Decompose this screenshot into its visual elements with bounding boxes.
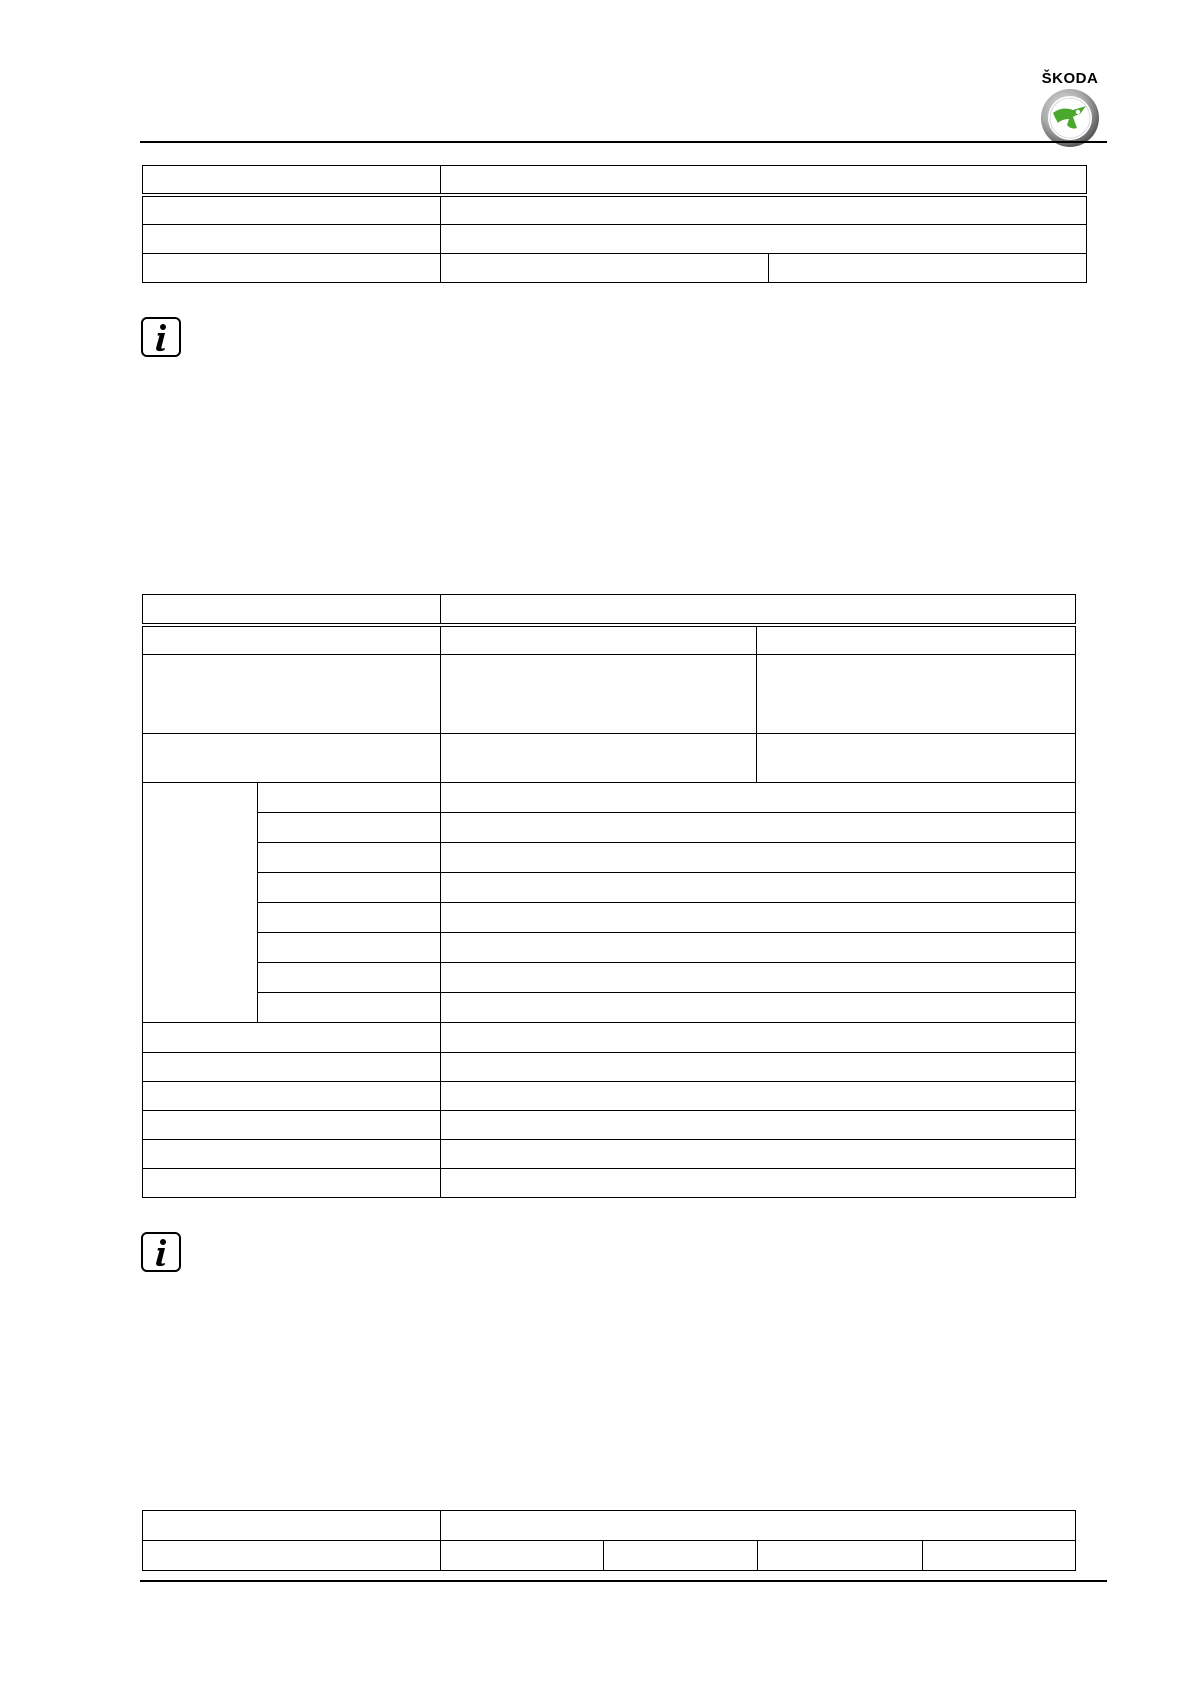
table-cell	[441, 734, 757, 783]
table-cell	[258, 813, 441, 843]
table-cell	[769, 254, 1087, 283]
table-cell	[441, 195, 1087, 225]
table-cell	[258, 873, 441, 903]
table-cell	[441, 873, 1076, 903]
table-row	[143, 1023, 1076, 1053]
info-icon	[141, 1232, 181, 1272]
brand-name: ŠKODA	[1041, 70, 1099, 87]
table-cell	[258, 933, 441, 963]
table-cell	[441, 783, 1076, 813]
table-row	[143, 625, 1076, 655]
table-cell	[258, 903, 441, 933]
table-cell	[143, 595, 441, 625]
table-cell	[441, 595, 1076, 625]
table-row	[143, 1140, 1076, 1169]
spec-table-2	[142, 594, 1076, 1198]
table-cell	[441, 1111, 1076, 1140]
table-cell	[258, 963, 441, 993]
table-row	[143, 813, 1076, 843]
table-cell	[441, 1053, 1076, 1082]
spec-table-1	[142, 165, 1087, 283]
table-cell	[143, 1053, 441, 1082]
table-row	[143, 993, 1076, 1023]
table-row	[143, 225, 1087, 254]
table-cell	[441, 1541, 604, 1571]
table-row	[143, 843, 1076, 873]
table-row	[143, 1511, 1076, 1541]
table-row	[143, 1541, 1076, 1571]
table-cell	[258, 843, 441, 873]
table-cell	[143, 1541, 441, 1571]
table-row	[143, 166, 1087, 195]
table-cell	[143, 783, 258, 1023]
footer-rule	[140, 1580, 1107, 1582]
header-rule	[140, 141, 1107, 143]
table-cell	[757, 734, 1076, 783]
table-cell	[143, 1169, 441, 1198]
table-cell	[441, 166, 1087, 195]
table-row	[143, 1169, 1076, 1198]
spec-table-3	[142, 1510, 1076, 1571]
table-row	[143, 734, 1076, 783]
table-row	[143, 1053, 1076, 1082]
table-row	[143, 195, 1087, 225]
table-cell	[441, 254, 769, 283]
table-cell	[441, 933, 1076, 963]
table-cell	[441, 813, 1076, 843]
table-cell	[143, 1111, 441, 1140]
info-icon	[141, 317, 181, 357]
table-cell	[143, 225, 441, 254]
table-cell	[441, 963, 1076, 993]
table-cell	[143, 1023, 441, 1053]
table-cell	[441, 903, 1076, 933]
table-cell	[441, 1140, 1076, 1169]
table-cell	[143, 655, 441, 734]
table-row	[143, 655, 1076, 734]
table-cell	[441, 1169, 1076, 1198]
table-cell	[441, 993, 1076, 1023]
table-cell	[441, 655, 757, 734]
table-cell	[441, 1023, 1076, 1053]
table-cell	[757, 625, 1076, 655]
table-cell	[143, 254, 441, 283]
table-row	[143, 903, 1076, 933]
table-row	[143, 1111, 1076, 1140]
table-cell	[258, 993, 441, 1023]
table-cell	[757, 655, 1076, 734]
table-row	[143, 873, 1076, 903]
table-cell	[441, 625, 757, 655]
table-cell	[143, 734, 441, 783]
table-row	[143, 254, 1087, 283]
table-cell	[143, 1140, 441, 1169]
table-cell	[143, 1511, 441, 1541]
table-cell	[604, 1541, 758, 1571]
table-cell	[143, 1082, 441, 1111]
table-row	[143, 595, 1076, 625]
skoda-logo-icon	[1040, 88, 1100, 148]
table-cell	[441, 843, 1076, 873]
table-row	[143, 963, 1076, 993]
table-cell	[441, 225, 1087, 254]
table-row	[143, 783, 1076, 813]
table-row	[143, 1082, 1076, 1111]
table-cell	[258, 783, 441, 813]
table-cell	[143, 195, 441, 225]
table-cell	[143, 166, 441, 195]
table-cell	[758, 1541, 923, 1571]
table-row	[143, 933, 1076, 963]
table-cell	[143, 625, 441, 655]
table-cell	[441, 1082, 1076, 1111]
table-cell	[923, 1541, 1076, 1571]
table-cell	[441, 1511, 1076, 1541]
